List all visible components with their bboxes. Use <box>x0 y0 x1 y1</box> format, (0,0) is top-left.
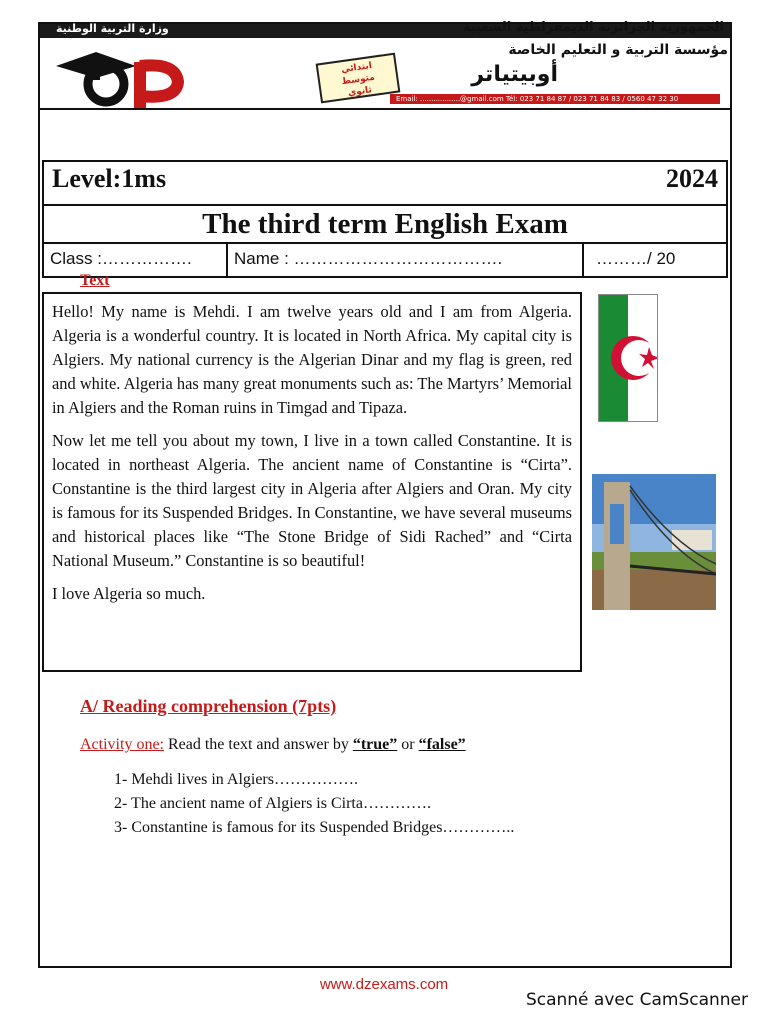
exam-info-table <box>42 160 728 278</box>
stamp-line: ابتدائي <box>340 60 373 76</box>
scanner-watermark: Scanné avec CamScanner <box>525 990 748 1010</box>
algerian-flag-icon <box>598 294 658 422</box>
or-word: or <box>397 736 419 753</box>
year-label: 2024 <box>666 164 718 193</box>
title-row <box>44 206 726 244</box>
class-field[interactable]: Class :……………. <box>44 244 228 276</box>
passage-paragraph-2: Now let me tell you about my town, I live in a town called Constantine. It is located in northeast Algeria. The ancient name of Constantine is “Cirta”. Constantine is the third largest city in Algeria after Algiers and Oran. My city is famous for its Suspended Bridges. In Constantine, we have several museums and historical places like “The Stone Bridge of Sidi Rached” and “Cirta National Museum.” Constantine is so beautiful! <box>52 431 572 570</box>
question-list <box>114 768 514 840</box>
stamp-line: متوسط <box>341 72 376 88</box>
stamp-line: ثانوي <box>347 85 373 99</box>
level-label: Level:1ms <box>52 164 167 193</box>
ministry-text: وزارة التربية الوطنية <box>56 22 169 35</box>
question-item[interactable]: 1- Mehdi lives in Algiers……………. <box>114 771 358 788</box>
activity-instruction: Read the text and answer by <box>163 736 353 753</box>
false-word: “false” <box>418 736 466 753</box>
reading-passage <box>42 292 582 672</box>
score-field: ………/ 20 <box>596 249 676 268</box>
activity-one <box>80 736 466 754</box>
exam-title: The third term English Exam <box>202 208 568 240</box>
name-field[interactable]: Name : ………………………………. <box>228 244 584 276</box>
student-info-row <box>44 244 726 276</box>
contact-strip: Email: ..................@gmail.com Tél: 023 71 84 87 / 023 71 84 83 / 0560 47 32 30 <box>390 94 720 104</box>
header-divider <box>40 108 730 110</box>
institution-title: مؤسسة التربية و التعليم الخاصة <box>508 42 728 58</box>
question-item[interactable]: 3- Constantine is famous for its Suspended Bridges………….. <box>114 819 515 836</box>
footer-url-link[interactable]: www.dzexams.com <box>319 976 449 993</box>
section-a-heading: A/ Reading comprehension (7pts) <box>80 696 337 716</box>
republic-title: الجمهورية الجزائرية الديمقراطية الشعبية <box>462 20 724 35</box>
activity-label: Activity one: <box>80 736 164 753</box>
level-year-row <box>44 162 726 206</box>
text-heading: Text <box>80 272 110 289</box>
question-item[interactable]: 2- The ancient name of Algiers is Cirta…………. <box>114 795 431 812</box>
suspension-bridge-photo-icon <box>592 474 716 610</box>
graduation-cap-logo-icon <box>56 48 206 108</box>
true-word: “true” <box>352 736 398 753</box>
passage-paragraph-1: Hello! My name is Mehdi. I am twelve years old and I am from Algeria. Algeria is a wonderful country. It is located in North Africa. My capital city is Algiers. My national currency is the Algerian Dinar and my flag is green, red and white. Algeria has many great monuments such as: The Martyrs’ Memorial in Algiers and the Roman ruins in Timgad and Tipaza. <box>52 302 572 417</box>
brand-name: أوبيتياتر <box>471 62 558 87</box>
passage-paragraph-3: I love Algeria so much. <box>52 584 206 603</box>
